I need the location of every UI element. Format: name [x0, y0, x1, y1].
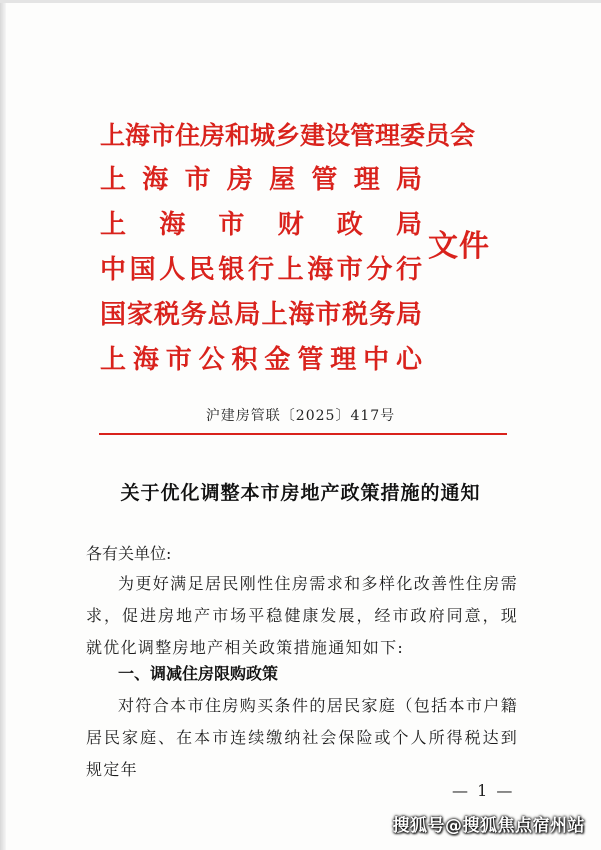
- scan-edge-shadow: [0, 0, 6, 850]
- paragraph-section-1: 对符合本市住房购买条件的居民家庭（包括本市户籍居民家庭、在本市连续缴纳社会保险或个人所得税达到规定年: [86, 696, 518, 779]
- document-type-label: 文件: [428, 229, 490, 264]
- source-watermark: 搜狐号@搜狐焦点宿州站: [392, 816, 585, 836]
- issuer-line: 上海市房屋管理局: [100, 165, 422, 195]
- issuer-line: 中国人民银行上海市分行: [100, 255, 422, 285]
- page-number: — 1 —: [452, 781, 515, 800]
- scan-edge-top: [0, 0, 601, 3]
- issuer-line: 上海市公积金管理中心: [100, 345, 422, 375]
- issuer-line: 上海市住房和城乡建设管理委员会: [100, 121, 476, 150]
- issuer-line: 上海市财政局: [100, 210, 422, 240]
- issuer-line: 国家税务总局上海市税务局: [100, 300, 422, 330]
- section-heading: 一、调减住房限购政策: [118, 664, 279, 683]
- red-divider-line: [99, 433, 507, 435]
- salutation: 各有关单位:: [86, 544, 172, 563]
- paragraph-intro: 为更好满足居民刚性住房需求和多样化改善性住房需求，促进房地产市场平稳健康发展，经市政府同意，现就优化调整房地产相关政策措施通知如下:: [86, 574, 518, 657]
- document-number: 沪建房管联〔2025〕417号: [205, 408, 396, 424]
- document-title: 关于优化调整本市房地产政策措施的通知: [120, 482, 481, 504]
